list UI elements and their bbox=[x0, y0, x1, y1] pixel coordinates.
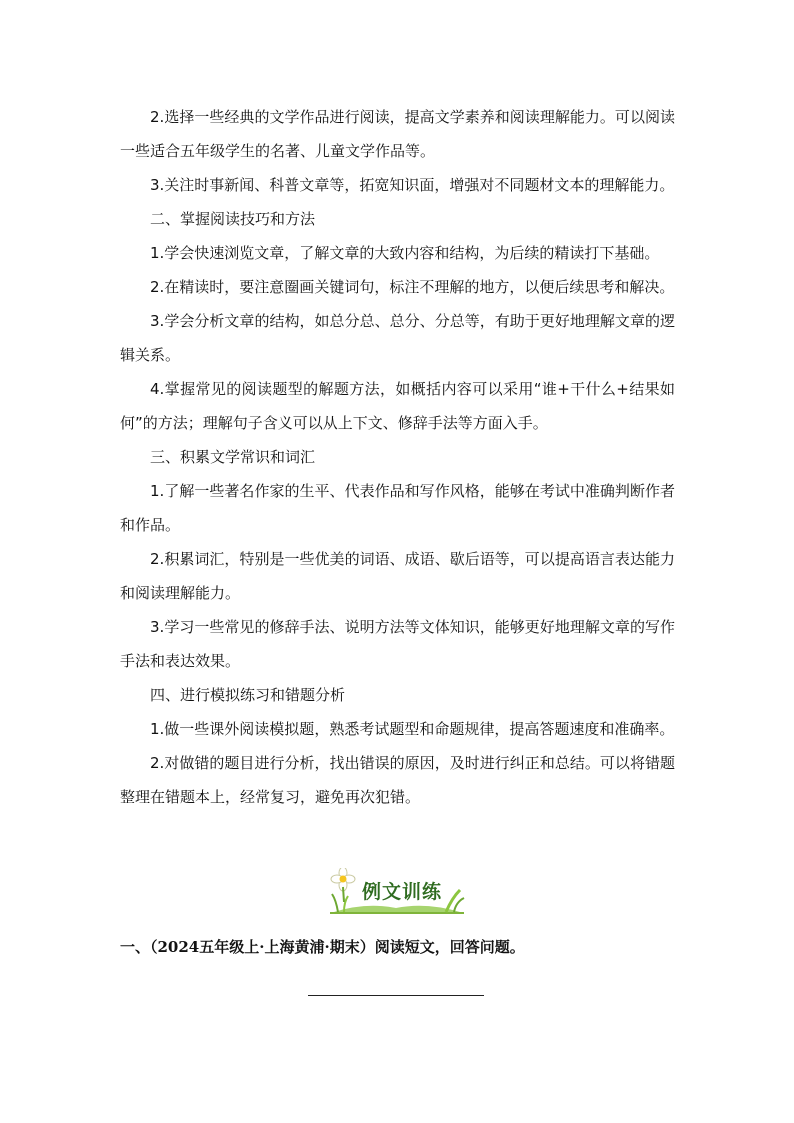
paragraph: 3.学会分析文章的结构，如总分总、总分、分总等，有助于更好地理解文章的逻辑关系。 bbox=[120, 312, 675, 364]
paragraph: 4.掌握常见的阅读题型的解题方法，如概括内容可以采用“谁+干什么+结果如何”的方法；理解句子含义可以从上下文、修辞手法等方面入手。 bbox=[120, 380, 675, 432]
section-heading: 四、进行模拟练习和错题分析 bbox=[150, 686, 346, 704]
section-heading: 二、掌握阅读技巧和方法 bbox=[150, 210, 316, 228]
paragraph: 2.积累词汇，特别是一些优美的词语、成语、歇后语等，可以提高语言表达能力和阅读理解能力。 bbox=[120, 550, 675, 602]
paragraph: 2.对做错的题目进行分析，找出错误的原因，及时进行纠正和总结。可以将错题整理在错题本上，经常复习，避免再次犯错。 bbox=[120, 754, 675, 806]
paragraph: 1.做一些课外阅读模拟题，熟悉考试题型和命题规律，提高答题速度和准确率。 bbox=[150, 720, 675, 738]
paragraph: 1.了解一些著名作家的生平、代表作品和写作风格，能够在考试中准确判断作者和作品。 bbox=[120, 482, 675, 534]
paragraph: 3.学习一些常见的修辞手法、说明方法等文体知识，能够更好地理解文章的写作手法和表达效果。 bbox=[120, 618, 675, 670]
flower-icon bbox=[328, 868, 358, 902]
document-body bbox=[120, 100, 675, 814]
banner-title: 例文训练 bbox=[362, 881, 443, 903]
paragraph: 2.在精读时，要注意圈画关键词句，标注不理解的地方，以便后续思考和解决。 bbox=[150, 278, 675, 296]
section-banner bbox=[326, 868, 468, 914]
paragraph: 1.学会快速浏览文章，了解文章的大致内容和结构，为后续的精读打下基础。 bbox=[150, 244, 660, 262]
section-heading: 三、积累文学常识和词汇 bbox=[150, 448, 316, 466]
question-title: 一、（2024五年级上·上海黄浦·期末）阅读短文，回答问题。 bbox=[120, 938, 525, 956]
paragraph: 3.关注时事新闻、科普文章等，拓宽知识面，增强对不同题材文本的理解能力。 bbox=[150, 176, 675, 194]
divider bbox=[308, 995, 484, 996]
paragraph: 2.选择一些经典的文学作品进行阅读，提高文学素养和阅读理解能力。可以阅读一些适合五年级学生的名著、儿童文学作品等。 bbox=[120, 108, 675, 160]
